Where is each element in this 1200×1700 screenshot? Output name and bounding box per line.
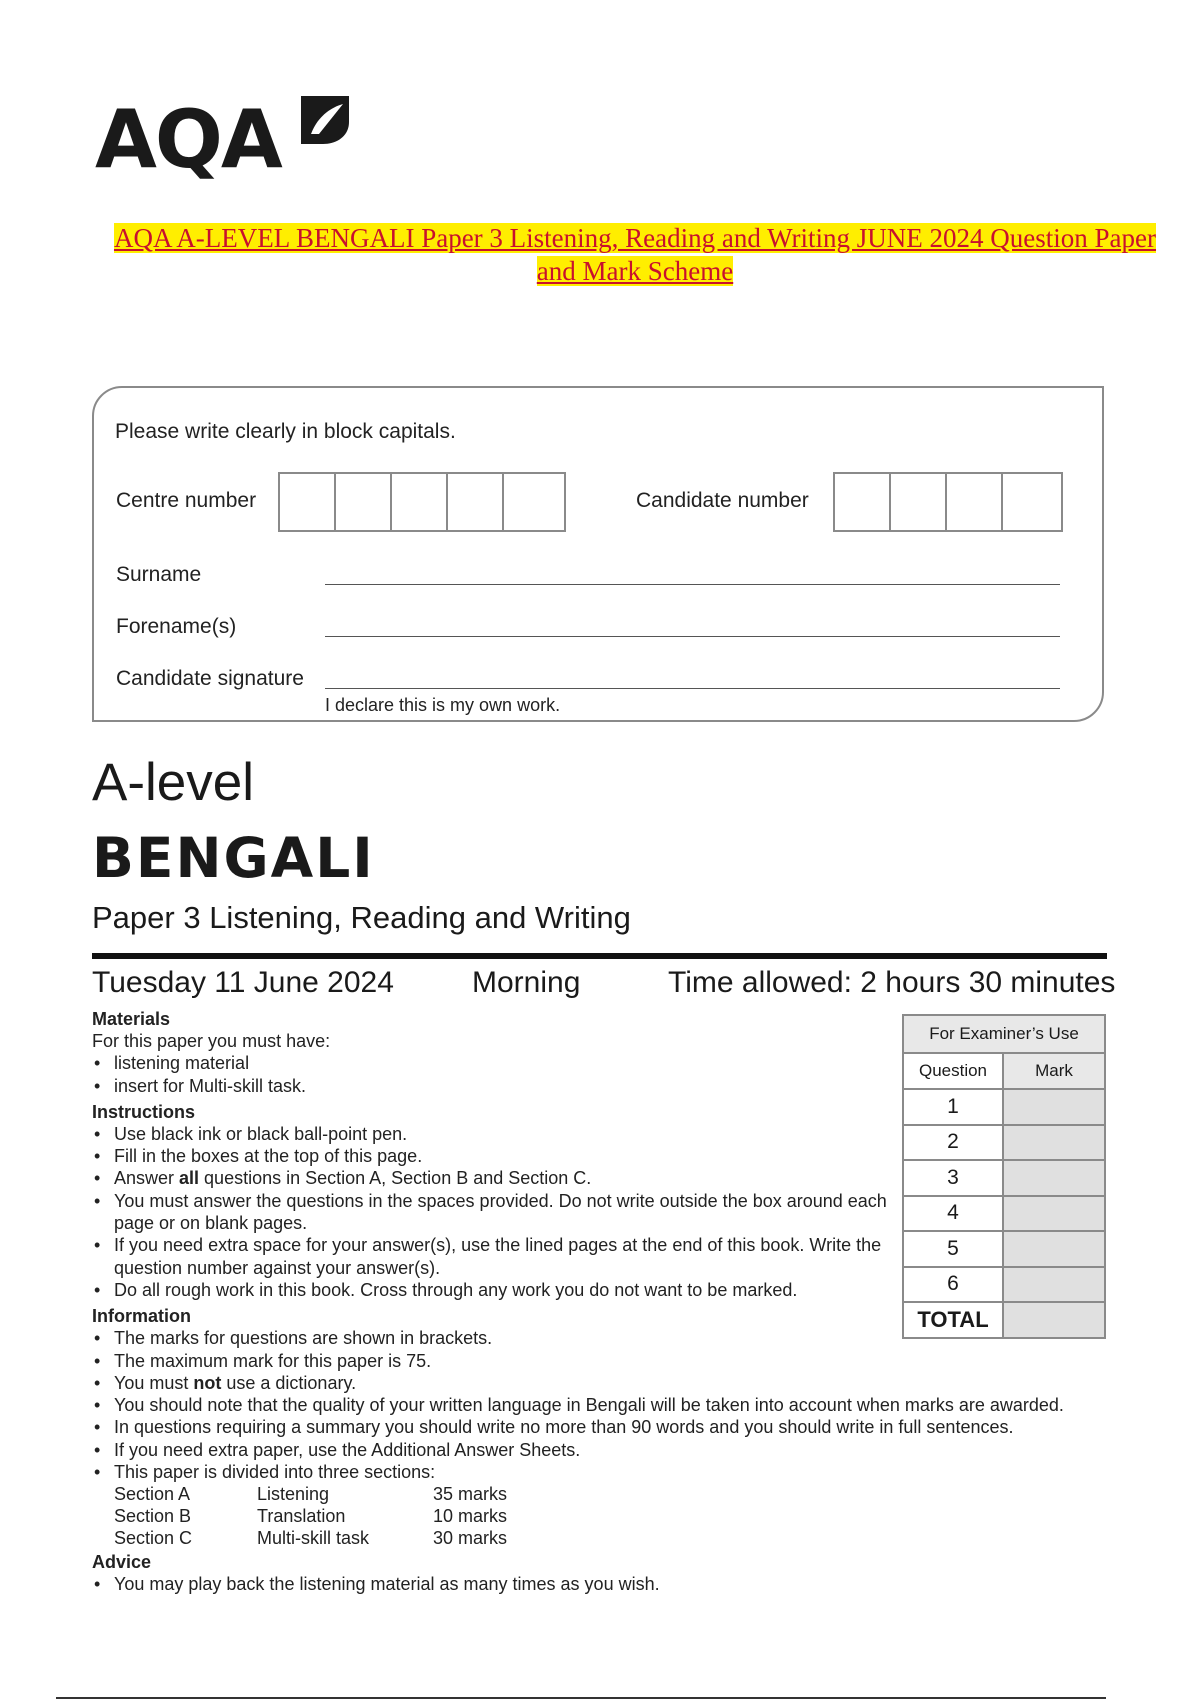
candidate-number-label: Candidate number [636,489,809,512]
mark-cell[interactable] [1003,1160,1105,1196]
sections-table [114,1483,507,1549]
list-item: • Answer all questions in Section A, Section B and Section C. [92,1167,912,1189]
section-skill: Multi-skill task [257,1528,370,1549]
block-capitals-instruction: Please write clearly in block capitals. [115,420,456,443]
information-list [92,1327,1107,1483]
examiner-use-table [902,1014,1106,1339]
section-marks: 10 marks [433,1506,508,1527]
list-item: • Fill in the boxes at the top of this page. [92,1145,912,1167]
list-item: • listening material [92,1052,912,1074]
list-item: • You must not use a dictionary. [92,1372,1107,1394]
materials-heading: Materials [92,1009,171,1029]
question-number: 1 [903,1089,1003,1125]
mark-cell[interactable] [1003,1125,1105,1161]
list-item: • You should note that the quality of your written language in Bengali will be taken into account when marks are awarded. [92,1394,1084,1416]
table-row [903,1015,1105,1053]
information-heading: Information [92,1306,191,1327]
logo-text: AQA [95,93,281,186]
table-row [903,1231,1105,1267]
table-row [903,1302,1105,1338]
time-allowed: Time allowed: 2 hours 30 minutes [668,966,1116,999]
surname-label: Surname [116,563,202,586]
table-row [114,1505,507,1527]
digit-box[interactable] [336,474,392,530]
table-row [114,1483,507,1505]
instructions-list [92,1123,912,1301]
aqa-leaf-icon [297,92,353,148]
list-item: • You must answer the questions in the spaces provided. Do not write outside the box around each page or on blank pages. [92,1190,894,1235]
instructions-heading: Instructions [92,1101,196,1122]
list-item: • The marks for questions are shown in brackets. [92,1327,1107,1349]
section-name: Section B [114,1506,192,1527]
digit-box[interactable] [448,474,504,530]
surname-line[interactable] [325,584,1060,585]
total-mark-cell[interactable] [1003,1302,1105,1338]
list-item: • If you need extra space for your answer(s), use the lined pages at the end of this book. Write the question number against your answer(s). [92,1234,914,1279]
section-name: Section A [114,1484,191,1505]
signature-line[interactable] [325,688,1060,689]
list-item: • The maximum mark for this paper is 75. [92,1350,1107,1372]
paper-title: Paper 3 Listening, Reading and Writing [92,900,631,935]
document-title-banner [100,222,1170,288]
declaration-text: I declare this is my own work. [325,695,561,715]
forenames-label: Forename(s) [116,615,237,638]
question-number: 3 [903,1160,1003,1196]
list-item: • insert for Multi-skill task. [92,1075,912,1097]
centre-number-boxes[interactable] [278,472,566,532]
section-name: Section C [114,1528,193,1549]
signature-label: Candidate signature [116,667,304,690]
table-row [903,1125,1105,1161]
section-marks: 35 marks [433,1484,508,1505]
list-item: • You may play back the listening material as many times as you wish. [92,1573,912,1595]
subject-title: BENGALI [92,826,375,890]
advice-list [92,1573,912,1595]
aqa-logo [95,93,281,186]
table-row [903,1160,1105,1196]
heading-rule [92,953,1107,959]
question-number: 2 [903,1125,1003,1161]
table-row [903,1089,1105,1125]
table-row [114,1527,507,1549]
mark-cell[interactable] [1003,1231,1105,1267]
footer-rule [56,1697,1106,1699]
list-item: • Use black ink or black ball-point pen. [92,1123,912,1145]
qualification-level: A-level [92,753,255,812]
document-title: AQA A-LEVEL BENGALI Paper 3 Listening, Reading and Writing JUNE 2024 Question Paper and Mark Scheme [113,223,1156,286]
section-skill: Listening [257,1484,330,1505]
question-number: 6 [903,1267,1003,1303]
mark-cell[interactable] [1003,1089,1105,1125]
mark-cell[interactable] [1003,1196,1105,1232]
mark-cell[interactable] [1003,1267,1105,1303]
list-item: • Do all rough work in this book. Cross through any work you do not want to be marked. [92,1279,854,1301]
examiner-table-title: For Examiner’s Use [903,1015,1105,1053]
digit-box[interactable] [891,474,947,530]
section-marks: 30 marks [433,1528,508,1549]
list-item: • This paper is divided into three sections: [92,1461,1107,1483]
materials-list [92,1052,912,1097]
digit-box[interactable] [835,474,891,530]
question-number: 4 [903,1196,1003,1232]
total-label: TOTAL [903,1302,1003,1338]
candidate-number-boxes[interactable] [833,472,1063,532]
list-item: • If you need extra paper, use the Additional Answer Sheets. [92,1439,1107,1461]
digit-box[interactable] [1003,474,1059,530]
exam-date: Tuesday 11 June 2024 [92,966,394,999]
table-row [903,1196,1105,1232]
centre-number-label: Centre number [116,489,257,512]
digit-box[interactable] [392,474,448,530]
question-column-header: Question [903,1053,1003,1089]
exam-session: Morning [472,966,581,999]
section-skill: Translation [257,1506,346,1527]
digit-box[interactable] [947,474,1003,530]
digit-box[interactable] [504,474,560,530]
forenames-line[interactable] [325,636,1060,637]
mark-column-header: Mark [1003,1053,1105,1089]
list-item: • In questions requiring a summary you should write no more than 90 words and you should write in full sentences. [92,1416,1107,1438]
digit-box[interactable] [280,474,336,530]
table-row [903,1053,1105,1089]
advice-heading: Advice [92,1552,152,1573]
question-number: 5 [903,1231,1003,1267]
materials-intro: For this paper you must have: [92,1031,331,1051]
table-row [903,1267,1105,1303]
